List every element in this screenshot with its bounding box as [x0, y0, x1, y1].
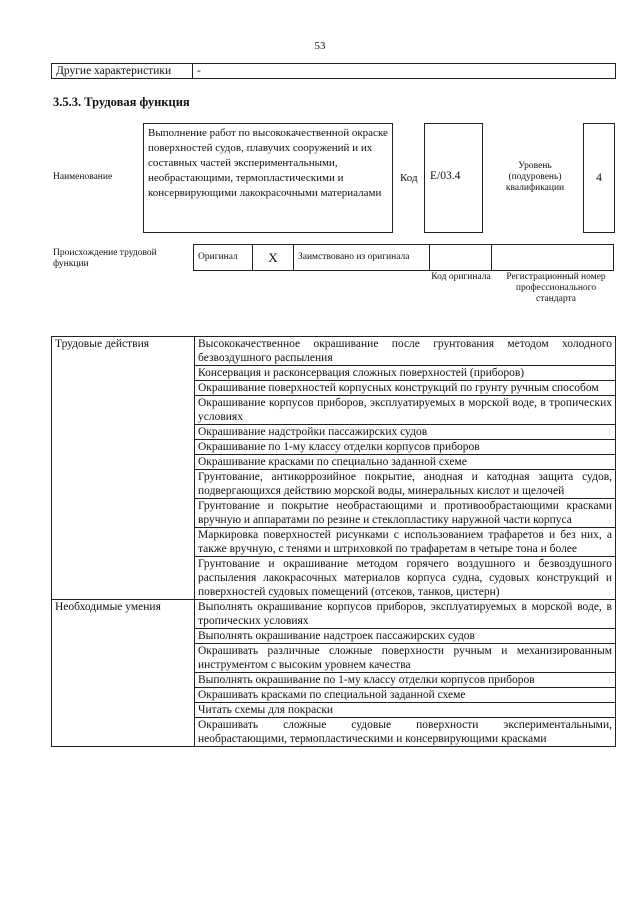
qualification-level-value: 4: [596, 170, 602, 184]
section-title: 3.5.3. Трудовая функция: [53, 95, 190, 109]
labor-action-item: Окрашивание красками по специально заданной схеме: [195, 455, 616, 470]
function-name-box: Выполнение работ по высококачественной окраске поверхностей судов, плавучих сооружений и их составных частей экспериментальными, необрастающими, термопластическими и консервирующими лакокрасочными материалами: [143, 123, 393, 233]
name-label: Наименование: [53, 172, 113, 182]
labor-function-table: [51, 336, 616, 747]
other-characteristics-value: -: [193, 64, 616, 79]
code-label: Код: [400, 172, 418, 184]
labor-action-item: Высококачественное окрашивание после грунтования методом холодного безвоздушного распыления: [195, 337, 616, 366]
skill-item: Выполнять окрашивание надстроек пассажирских судов: [195, 629, 616, 644]
origin-table: [193, 244, 614, 271]
labor-action-item: Грунтование и окрашивание методом горячего воздушного и безвоздушного распыления лакокрасочных материалов корпуса судна, судовых конструкций и поверхностей судовых помещений (отсеков, танков, цистерн): [195, 557, 616, 600]
other-characteristics-table: [51, 63, 616, 79]
skill-item: Читать схемы для покраски: [195, 703, 616, 718]
registration-number-caption: Регистрационный номер профессионального стандарта: [506, 272, 606, 304]
original-code-cell: [430, 245, 492, 271]
original-mark: X: [253, 245, 294, 271]
labor-action-item: Окрашивание надстройки пассажирских судов: [195, 425, 616, 440]
table-row: [52, 600, 616, 629]
labor-action-item: Консервация и расконсервация сложных поверхностей (приборов): [195, 366, 616, 381]
labor-action-item: Грунтование, антикоррозийное покрытие, анодная и катодная защита судов, подвергающихся действию морской воды, минеральных кислот и щелочей: [195, 470, 616, 499]
page-number: 53: [314, 40, 326, 52]
labor-action-item: Грунтование и покрытие необрастающими и противообрастающими красками вручную и аппаратами по резине и стеклопластику наружной части корпуса: [195, 499, 616, 528]
skill-item: Окрашивать сложные судовые поверхности экспериментальными, необрастающими, термопластическими и консервирующими красками: [195, 718, 616, 747]
skill-item: Окрашивать красками по специальной заданной схеме: [195, 688, 616, 703]
skills-label: Необходимые умения: [52, 600, 195, 747]
skill-item: Выполнять окрашивание по 1-му классу отделки корпусов приборов: [195, 673, 616, 688]
original-label: Оригинал: [194, 245, 253, 271]
labor-action-item: Окрашивание корпусов приборов, эксплуатируемых в морской воде, в тропических условиях: [195, 396, 616, 425]
other-characteristics-label: Другие характеристики: [52, 64, 193, 79]
table-row: [52, 337, 616, 366]
labor-action-item: Маркировка поверхностей рисунками с использованием трафаретов и без них, а также вручную, с тенями и штриховкой по трафаретам в четыре тона и более: [195, 528, 616, 557]
labor-action-item: Окрашивание поверхностей корпусных конструкций по грунту ручным способом: [195, 381, 616, 396]
skill-item: Окрашивать различные сложные поверхности ручным и механизированным инструментом с высоким уровнем качества: [195, 644, 616, 673]
borrowed-label: Заимствовано из оригинала: [294, 245, 430, 271]
skill-item: Выполнять окрашивание корпусов приборов, эксплуатируемых в морской воде, в тропических условиях: [195, 600, 616, 629]
origin-label: Происхождение трудовой функции: [53, 248, 157, 269]
labor-actions-label: Трудовые действия: [52, 337, 195, 600]
registration-number-cell: [492, 245, 614, 271]
labor-action-item: Окрашивание по 1-му классу отделки корпусов приборов: [195, 440, 616, 455]
qualification-level-label: Уровень (подуровень) квалификации: [505, 161, 565, 193]
original-code-caption: Код оригинала: [431, 272, 491, 282]
code-value: E/03.4: [430, 170, 461, 182]
